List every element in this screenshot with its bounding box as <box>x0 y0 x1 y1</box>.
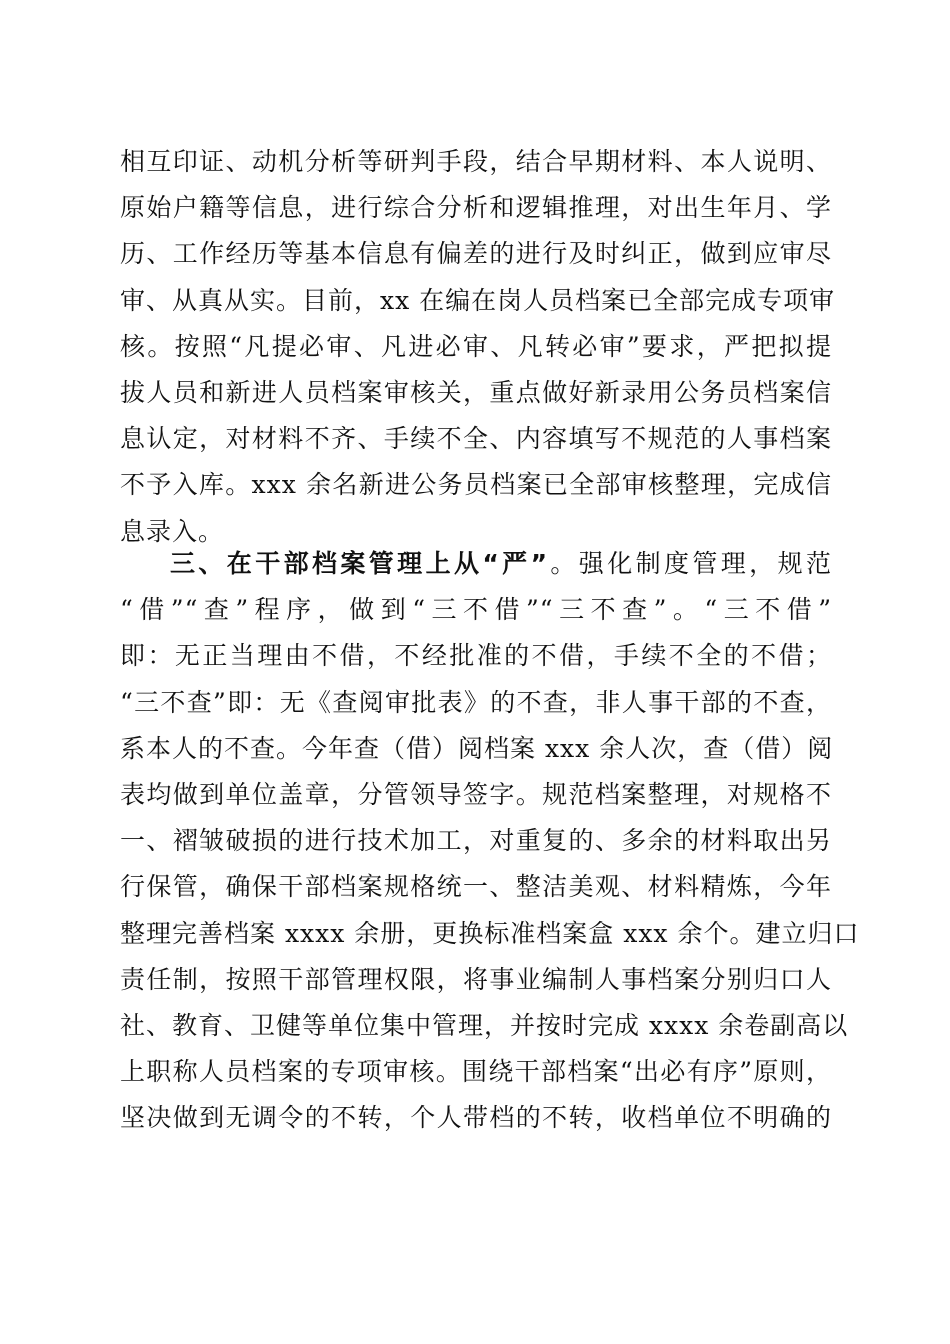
paragraph-line: 审、从真从实。目前，xx 在编在岗人员档案已全部完成专项审 <box>120 285 836 315</box>
paragraph-line: 表均做到单位盖章，分管领导签字。规范档案整理，对规格不 <box>120 779 832 809</box>
section-heading: 三、在干部档案管理上从“严” <box>170 549 549 578</box>
paragraph-first-line <box>120 541 832 587</box>
paragraph-strict-management <box>120 541 860 1141</box>
paragraph-first-line-text: 。强化制度管理，规范 <box>548 549 832 578</box>
paragraph-line: 拔人员和新进人员档案审核关，重点做好新录用公务员档案信 <box>120 377 832 407</box>
paragraph-line: “三不查”即：无《查阅审批表》的不查，非人事干部的不查， <box>120 687 832 717</box>
paragraph-line: 整理完善档案 xxxx 余册，更换标准档案盒 xxx 余个。建立归口 <box>120 918 860 948</box>
paragraph-line: 息录入。 <box>120 516 225 546</box>
paragraph-line: “借”“查”程序，做到“三不借”“三不查”。“三不借” <box>120 595 832 625</box>
paragraph-review <box>120 139 836 555</box>
paragraph-line: 责任制，按照干部管理权限，将事业编制人事档案分别归口人 <box>120 964 832 994</box>
paragraph-line: 一、褶皱破损的进行技术加工，对重复的、多余的材料取出另 <box>120 826 832 856</box>
paragraph-line: 不予入库。xxx 余名新进公务员档案已全部审核整理，完成信 <box>120 470 832 500</box>
paragraph-line: 相互印证、动机分析等研判手段，结合早期材料、本人说明、 <box>120 147 832 176</box>
paragraph-line: 核。按照“凡提必审、凡进必审、凡转必审”要求，严把拟提 <box>120 331 832 361</box>
paragraph-line: 息认定，对材料不齐、手续不全、内容填写不规范的人事档案 <box>120 424 832 454</box>
paragraph-line: 行保管，确保干部档案规格统一、整洁美观、材料精炼，今年 <box>120 872 832 902</box>
paragraph-line: 原始户籍等信息，进行综合分析和逻辑推理，对出生年月、学 <box>120 193 832 223</box>
paragraph-line: 坚决做到无调令的不转，个人带档的不转，收档单位不明确的 <box>120 1103 832 1133</box>
paragraph-line: 系本人的不查。今年查（借）阅档案 xxx 余人次，查（借）阅 <box>120 733 834 763</box>
paragraph-line: 历、工作经历等基本信息有偏差的进行及时纠正，做到应审尽 <box>120 239 832 269</box>
paragraph-line: 社、教育、卫健等单位集中管理，并按时完成 xxxx 余卷副高以 <box>120 1010 849 1040</box>
paragraph-line: 即：无正当理由不借，不经批准的不借，手续不全的不借； <box>120 641 832 671</box>
paragraph-line: 上职称人员档案的专项审核。围绕干部档案“出必有序”原则， <box>120 1057 832 1087</box>
